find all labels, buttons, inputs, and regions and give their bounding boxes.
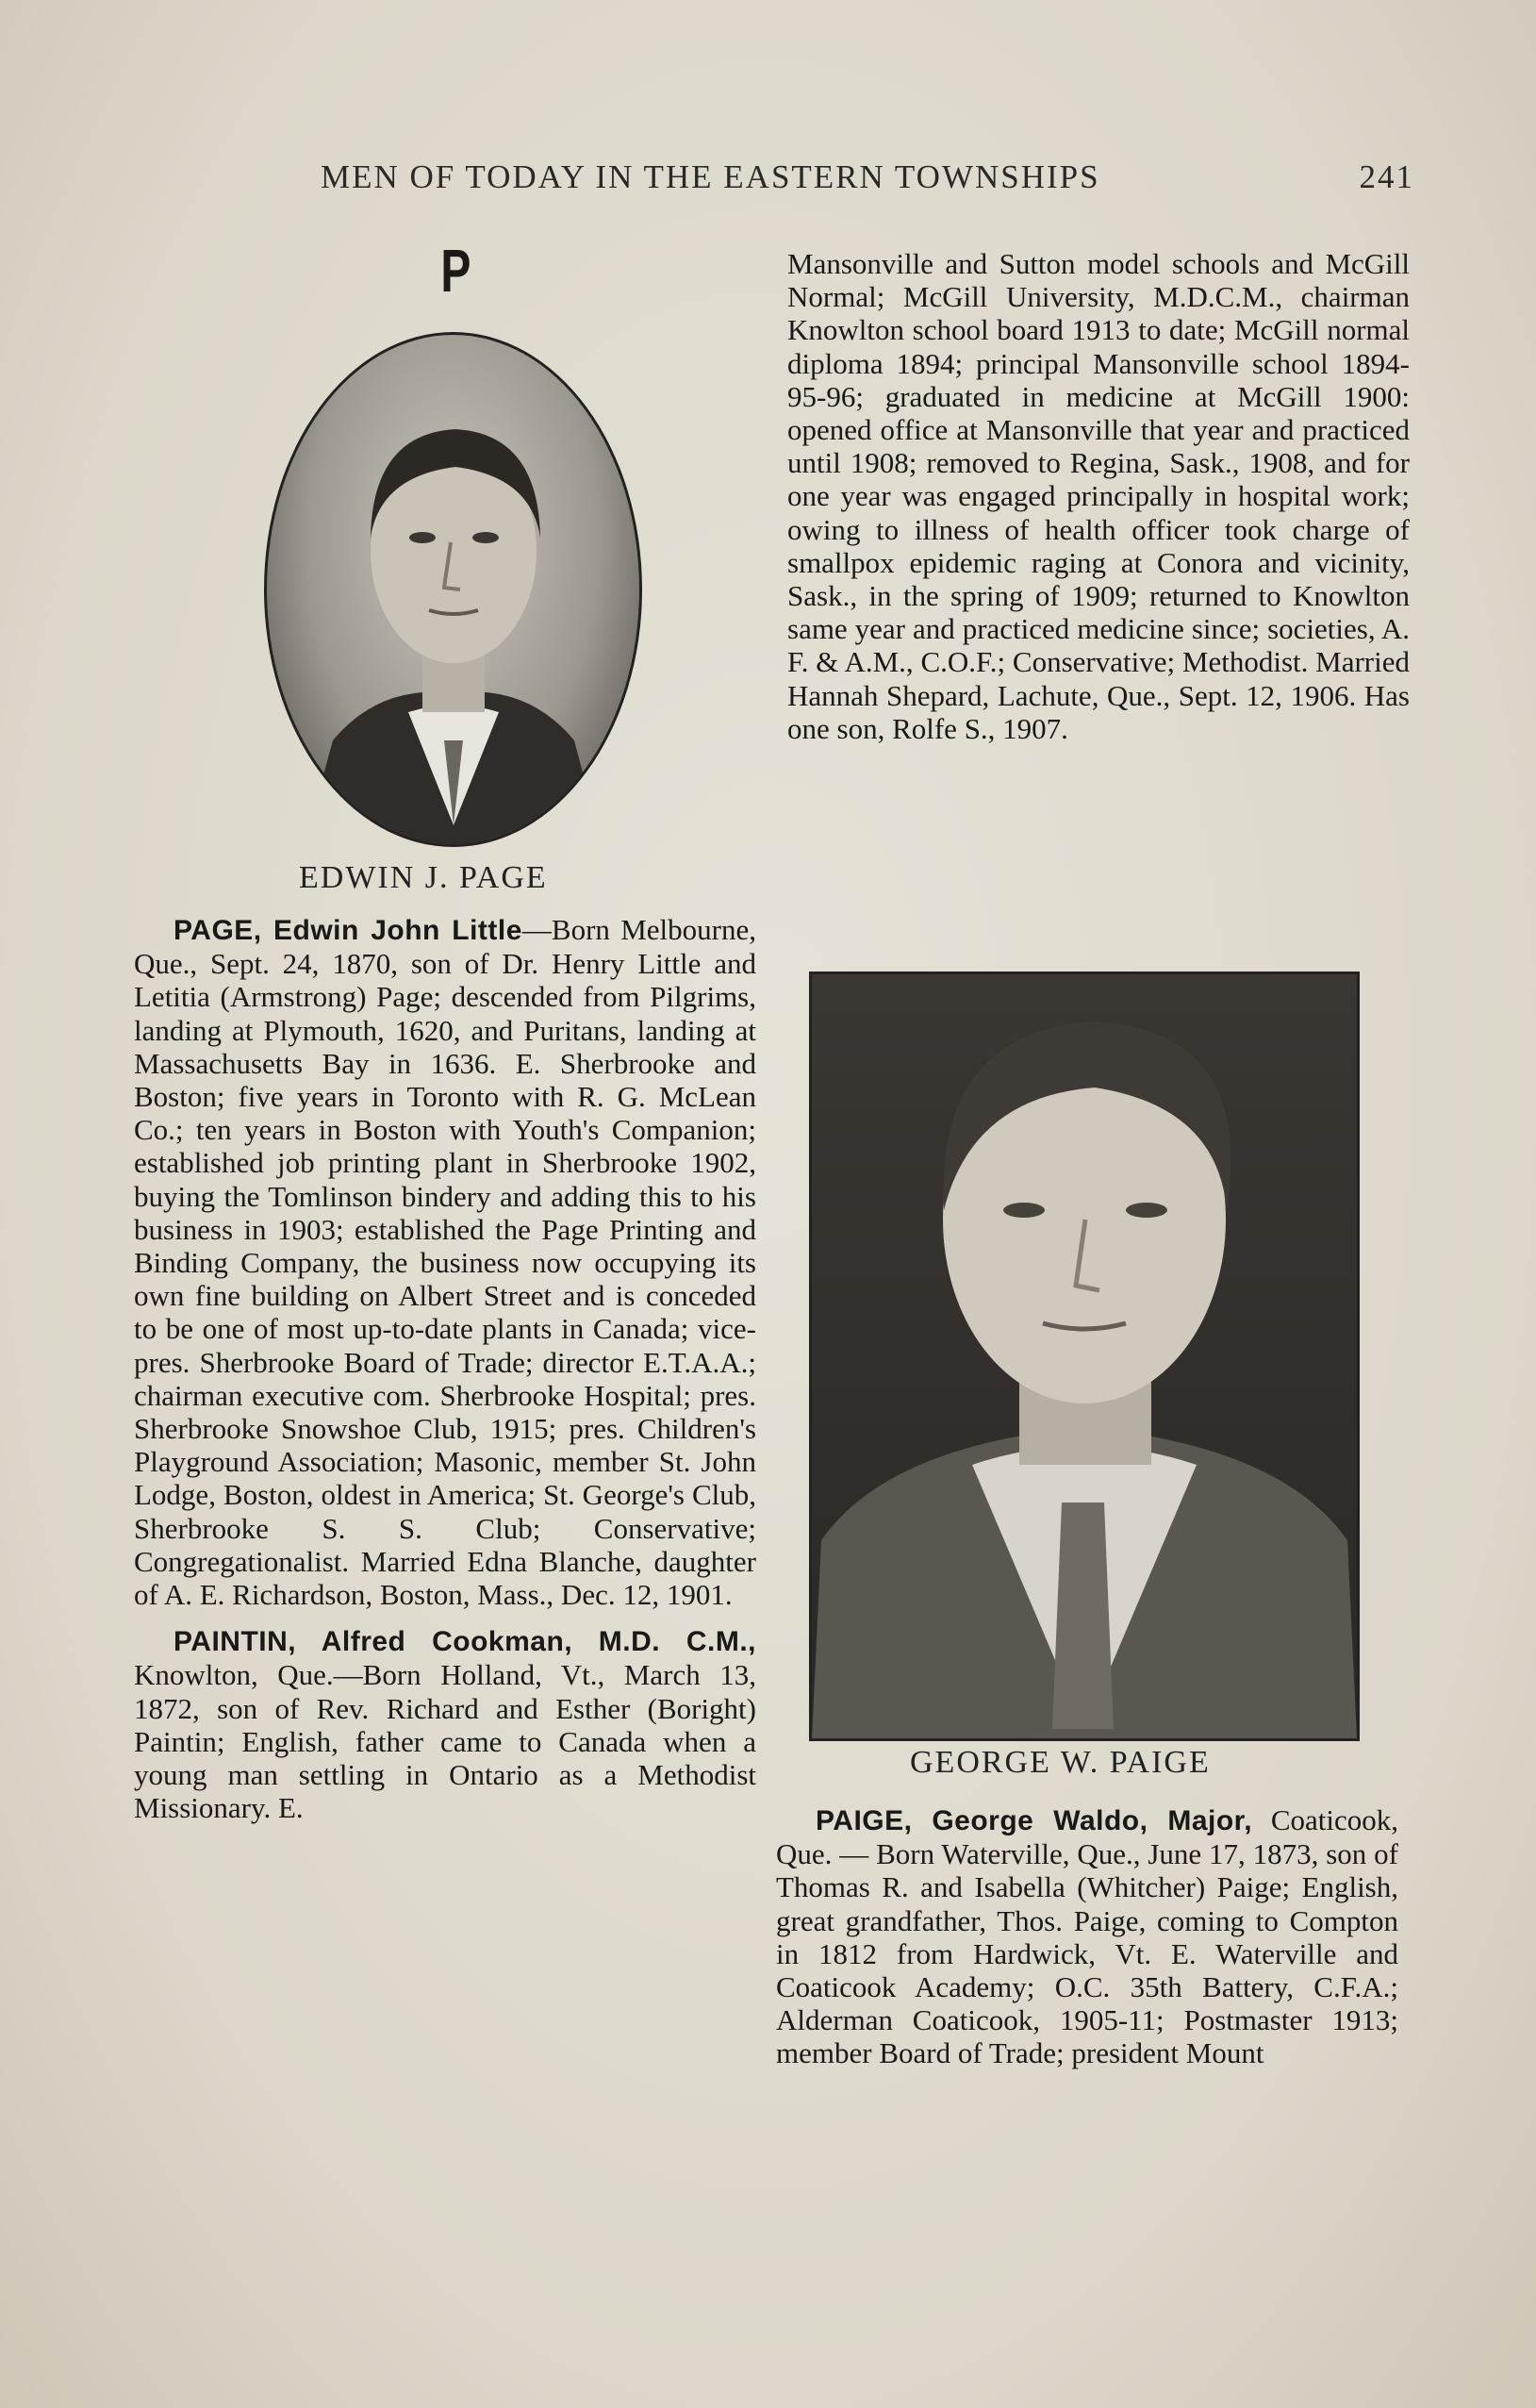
entry-page-name: PAGE, Edwin John Little: [173, 915, 522, 946]
portrait-edwin-page: [264, 332, 642, 847]
portrait-george-illustration: [812, 974, 1357, 1738]
entry-paige: [776, 1803, 1398, 2070]
entry-paige-name: PAIGE, George Waldo, Major,: [816, 1805, 1253, 1836]
running-title: MEN OF TODAY IN THE EASTERN TOWNSHIPS: [321, 158, 1100, 195]
entry-paintin-continued: Mansonville and Sutton model schools and McGill Normal; McGill University, M.D.C.M., chairman Knowlton school board 1913 to date; McGill normal diploma 1894; principal Mansonville school 1894-95-96; graduated in medicine at McGill 1900: opened office at Mansonville that year and practiced until 1908; removed to Regina, Sask., 1908, and for one year was engaged principally in hospital work; owing to illness of health officer took charge of smallpox epidemic raging at Conora and vicinity, Sask., in the spring of 1909; returned to Knowlton same year and practiced medicine since; societies, A. F. & A.M., C.O.F.; Conservative; Methodist. Married Hannah Shepard, Lachute, Que., Sept. 12, 1906. Has one son, Rolfe S., 1907.: [787, 247, 1410, 745]
entry-page: [134, 913, 756, 1611]
section-letter: P: [440, 237, 471, 305]
portrait-edwin-illustration: [267, 335, 639, 844]
entry-paintin: [134, 1624, 756, 1824]
caption-george-paige: GEORGE W. PAIGE: [910, 1745, 1211, 1780]
entry-page-text: —Born Melbourne, Que., Sept. 24, 1870, son of Dr. Henry Little and Letitia (Armstrong) Page; descended from Pilgrims, landing at Plymouth, 1620, and Puritans, landing at Massachusetts Bay in 1636. E. Sherbrooke and Boston; five years in Toronto with R. G. McLean Co.; ten years in Boston with Youth's Companion; established job printing plant in Sherbrooke 1902, buying the Tomlinson bindery and adding this to his business in 1903; established the Page Printing and Binding Company, the business now occupying its own fine building on Albert Street and is conceded to be one of most up-to-date plants in Canada; vice-pres. Sherbrooke Board of Trade; director E.T.A.A.; chairman executive com. Sherbrooke Hospital; pres. Sherbrooke Snowshoe Club, 1915; pres. Children's Playground Association; Masonic, member St. John Lodge, Boston, oldest in America; St. George's Club, Sherbrooke S. S. Club; Conservative; Congregationalist. Married Edna Blanche, daughter of A. E. Richardson, Boston, Mass., Dec. 12, 1901.: [134, 913, 756, 1612]
right-column-bottom: [776, 1803, 1398, 2070]
portrait-george-paige: [809, 972, 1360, 1741]
entry-paige-text: Coaticook, Que. — Born Waterville, Que., June 17, 1873, son of Thomas R. and Isabella (Whitcher) Paige; English, great grandfather, Thos. Paige, coming to Compton in 1812 from Hardwick, Vt. E. Waterville and Coaticook Academy; O.C. 35th Battery, C.F.A.; Alderman Coaticook, 1905-11; Postmaster 1913; member Board of Trade; president Mount: [776, 1803, 1398, 2070]
page-number: 241: [1359, 158, 1414, 195]
caption-edwin-page: EDWIN J. PAGE: [299, 860, 548, 895]
entry-paintin-text: Knowlton, Que.—Born Holland, Vt., March 13, 1872, son of Rev. Richard and Esther (Boright) Paintin; English, father came to Canada when a young man settling in Ontario as a Methodist Missionary. E.: [134, 1658, 756, 1825]
right-column-top: [787, 247, 1410, 745]
left-column: [134, 913, 756, 1824]
entry-paintin-name: PAINTIN, Alfred Cookman, M.D. C.M.,: [173, 1626, 756, 1658]
